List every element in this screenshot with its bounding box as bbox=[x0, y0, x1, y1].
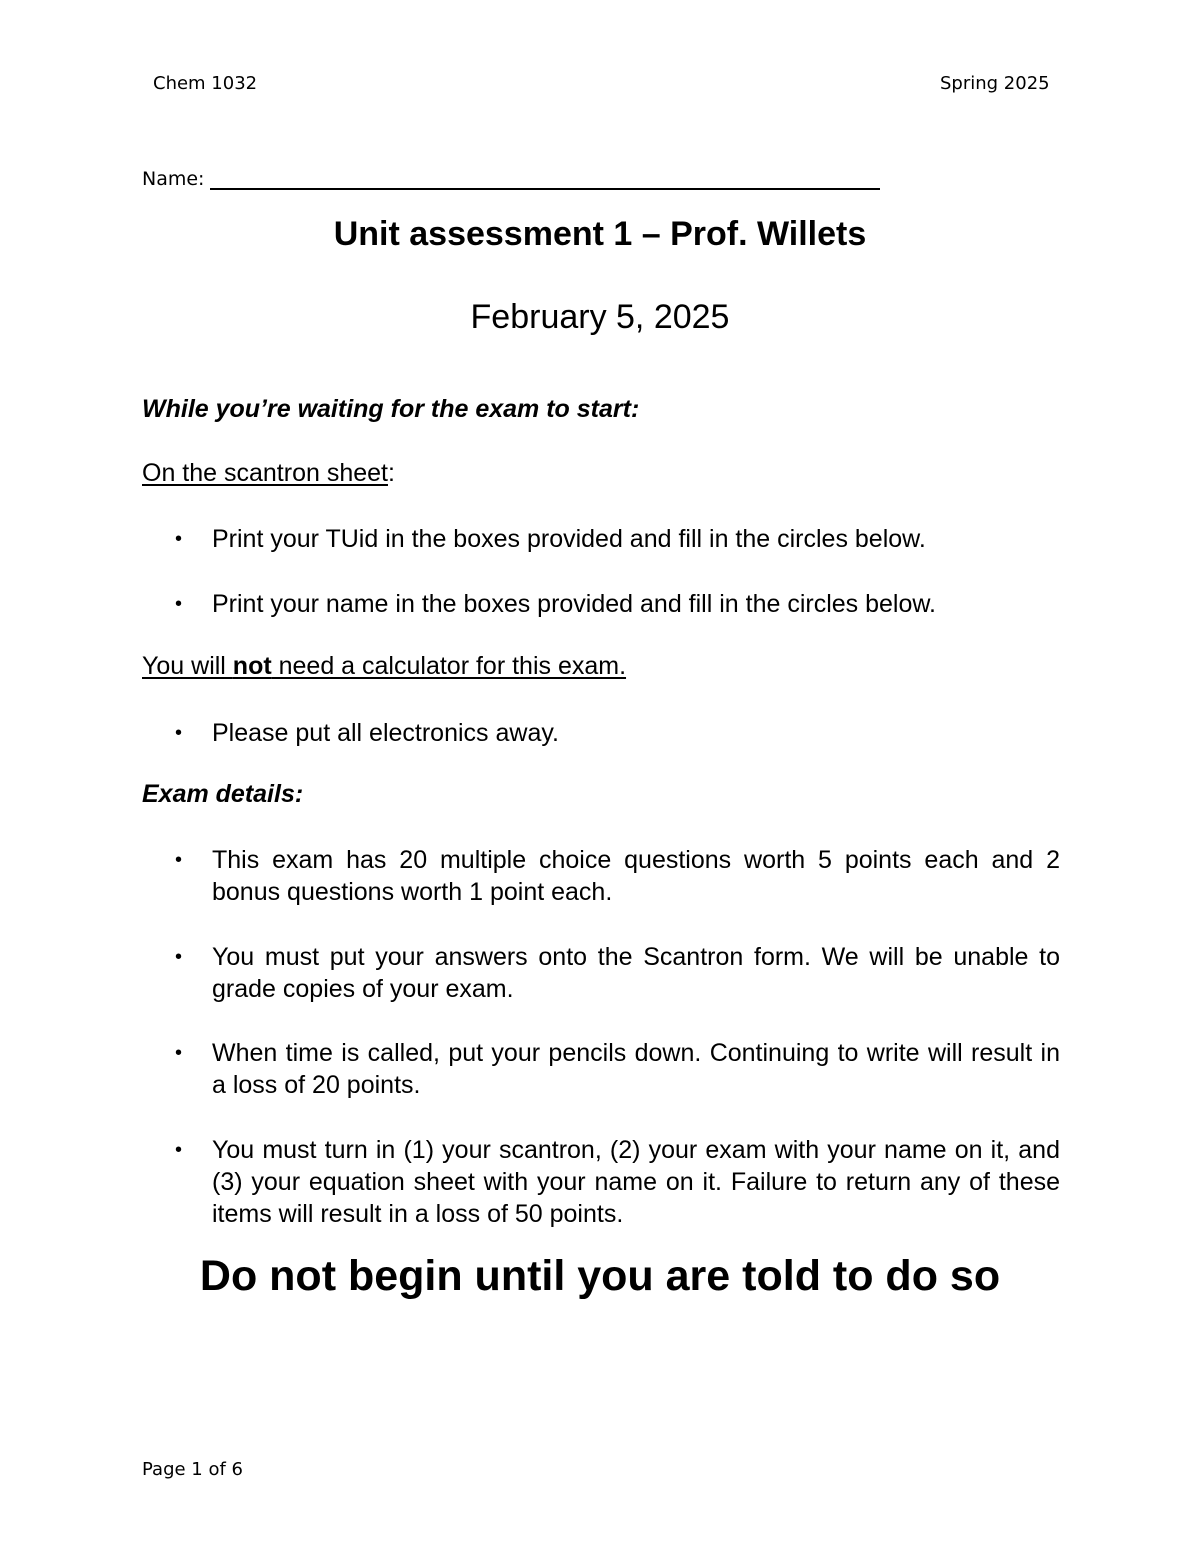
bullet-icon: • bbox=[175, 849, 183, 871]
list-item-text: This exam has 20 multiple choice questions worth 5 points each and 2 bonus questions worth 1 point each. bbox=[212, 846, 1060, 906]
name-blank-line bbox=[210, 168, 880, 190]
details-heading: Exam details: bbox=[142, 780, 304, 808]
list-item bbox=[142, 717, 1060, 749]
calculator-note bbox=[142, 652, 626, 681]
scantron-heading-colon: : bbox=[387, 459, 395, 487]
scantron-heading bbox=[142, 459, 395, 488]
page-number: Page 1 of 6 bbox=[142, 1459, 243, 1480]
name-field bbox=[142, 168, 880, 190]
bullet-icon: • bbox=[175, 593, 183, 615]
list-item-text: You must put your answers onto the Scantron form. We will be unable to grade copies of your exam. bbox=[212, 943, 1060, 1003]
list-item bbox=[142, 844, 1060, 908]
bullet-icon: • bbox=[175, 1139, 183, 1161]
calculator-note-emphasis: not bbox=[232, 652, 272, 680]
final-notice: Do not begin until you are told to do so bbox=[199, 1252, 1001, 1300]
list-item-text: Print your TUid in the boxes provided and fill in the circles below. bbox=[212, 525, 926, 553]
calculator-note-suffix: need a calculator for this exam. bbox=[271, 652, 627, 680]
list-item bbox=[142, 1134, 1060, 1230]
bullet-icon: • bbox=[175, 946, 183, 968]
bullet-icon: • bbox=[175, 528, 183, 550]
term-label: Spring 2025 bbox=[940, 73, 1050, 94]
name-label: Name: bbox=[142, 168, 205, 190]
list-item bbox=[142, 1037, 1060, 1101]
exam-date: February 5, 2025 bbox=[470, 298, 730, 336]
exam-title: Unit assessment 1 – Prof. Willets bbox=[333, 215, 867, 253]
list-item bbox=[142, 941, 1060, 1005]
course-label: Chem 1032 bbox=[153, 73, 258, 94]
list-item-text: When time is called, put your pencils down. Continuing to write will result in a loss of 20 points. bbox=[212, 1039, 1060, 1099]
list-item-text: Print your name in the boxes provided and fill in the circles below. bbox=[212, 590, 936, 618]
list-item-text: You must turn in (1) your scantron, (2) your exam with your name on it, and (3) your equation sheet with your name on it. Failure to return any of these items will result in a loss of 50 points. bbox=[212, 1136, 1060, 1228]
waiting-heading: While you’re waiting for the exam to start: bbox=[142, 395, 640, 423]
bullet-icon: • bbox=[175, 722, 183, 744]
scantron-heading-text: On the scantron sheet bbox=[142, 459, 388, 487]
list-item-text: Please put all electronics away. bbox=[212, 719, 559, 747]
calculator-note-prefix: You will bbox=[142, 652, 233, 680]
list-item bbox=[142, 588, 1060, 620]
list-item bbox=[142, 523, 1060, 555]
bullet-icon: • bbox=[175, 1042, 183, 1064]
